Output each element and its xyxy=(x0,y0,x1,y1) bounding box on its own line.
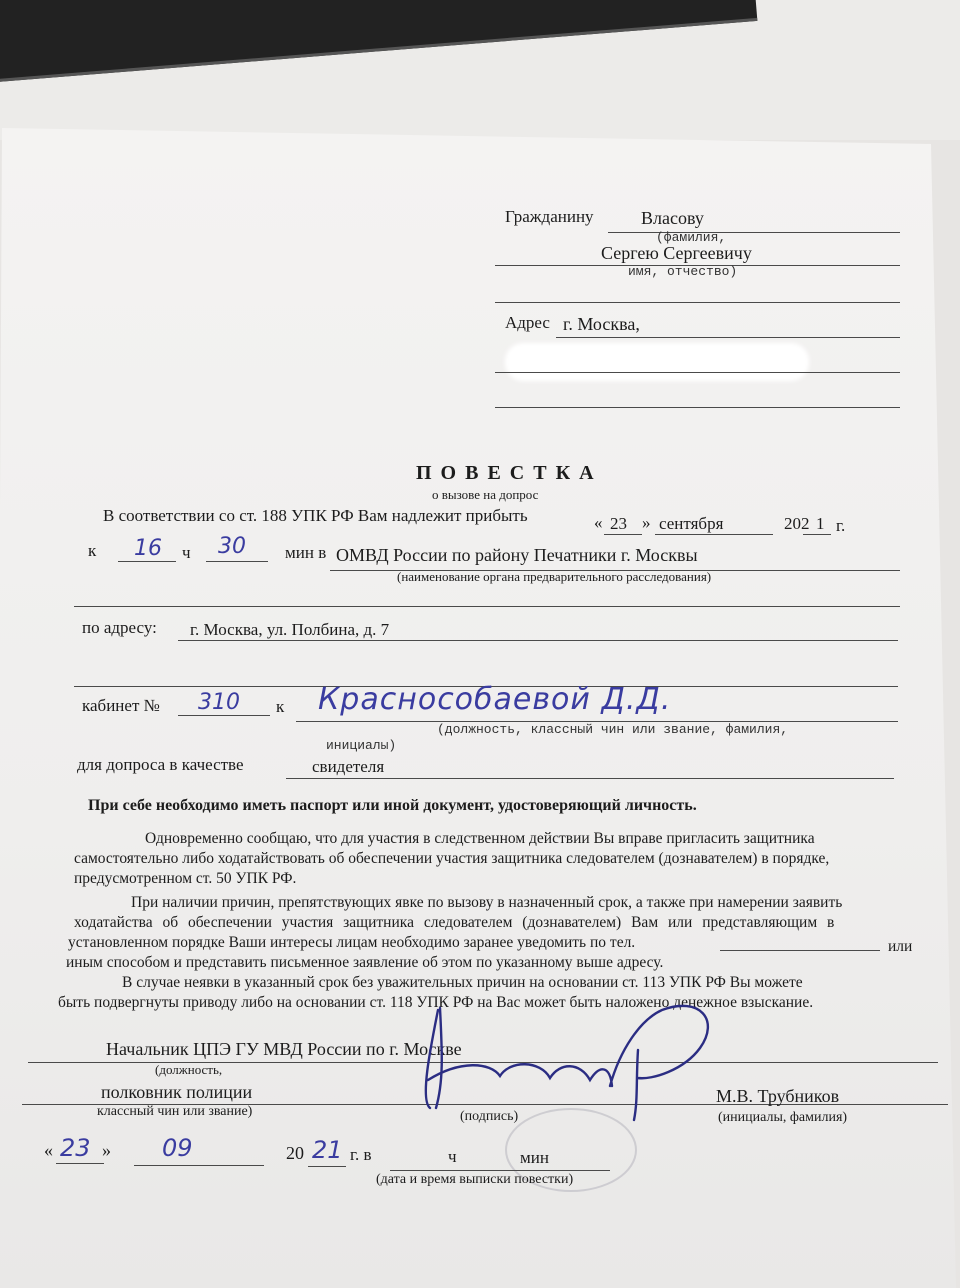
signer-name: М.В. Трубников xyxy=(716,1086,840,1106)
date-year-suffix: 21 xyxy=(312,1136,343,1164)
name-hint: имя, отчество) xyxy=(628,264,738,279)
para2-line3: установленном порядке Ваши интересы лицам необходимо заранее уведомить по тел. xyxy=(68,934,636,951)
addr2-label: по адресу: xyxy=(82,618,157,637)
address-line-3 xyxy=(495,407,900,408)
day-quote-open: « xyxy=(594,513,603,532)
date-month-line xyxy=(134,1165,264,1166)
summons-intro: В соответствии со ст. 188 УПК РФ Вам надлежит прибыть xyxy=(103,506,528,525)
day-line xyxy=(604,534,642,535)
hour-label: ч xyxy=(182,543,191,562)
date-day-line xyxy=(56,1163,104,1164)
blank-line-1 xyxy=(495,302,900,303)
role-line xyxy=(286,778,894,779)
para3-line2: быть подвергнуты приводу либо на основании ст. 118 УПК РФ на Вас может быть наложено денежное взыскание. xyxy=(58,994,814,1011)
document-title: П О В Е С Т К А xyxy=(416,462,596,484)
date-day: 23 xyxy=(60,1134,91,1162)
date-hint: (дата и время выписки повестки) xyxy=(376,1172,574,1187)
to-label: Гражданину xyxy=(505,207,594,226)
para1-line1: Одновременно сообщаю, что для участия в следственном действии Вы вправе пригласить защитника xyxy=(145,830,815,847)
date-g-v: г. в xyxy=(350,1145,372,1164)
year-g: г. xyxy=(836,516,846,535)
month-value: сентября xyxy=(659,514,724,533)
para2-line1: При наличии причин, препятствующих явке по вызову в назначенный срок, а также при намерении заявить xyxy=(131,894,843,911)
cabinet-value: 310 xyxy=(198,690,240,715)
officer-hint-2: инициалы) xyxy=(326,738,397,753)
year-suffix: 1 xyxy=(816,514,825,533)
date-month: 09 xyxy=(162,1134,193,1162)
phone-line xyxy=(720,950,880,951)
surname-value: Власову xyxy=(641,208,704,228)
surname-line xyxy=(608,232,900,233)
date-year-line xyxy=(308,1166,346,1167)
cabinet-line xyxy=(178,715,270,716)
address-label: Адрес xyxy=(505,313,550,332)
day-quote-close: » xyxy=(642,513,651,532)
minute-line xyxy=(206,561,268,562)
id-notice: При себе необходимо иметь паспорт или иной документ, удостоверяющий личность. xyxy=(88,797,697,814)
day-value: 23 xyxy=(610,514,627,533)
minute-label: мин в xyxy=(285,543,327,562)
hour-value: 16 xyxy=(134,536,162,561)
date-time-line xyxy=(390,1170,610,1171)
cabinet-k: к xyxy=(276,697,285,716)
organ-value: ОМВД России по району Печатники г. Москвы xyxy=(336,545,698,565)
document-subtitle: о вызове на допрос xyxy=(432,487,539,502)
address-line-2 xyxy=(495,372,900,373)
redacted-area xyxy=(505,343,809,381)
date-quote-close: » xyxy=(102,1140,111,1160)
officer-hint-1: (должность, классный чин или звание, фамилия, xyxy=(437,722,789,737)
officer-name: Краснособаевой Д.Д. xyxy=(318,682,672,717)
date-quote-open: « xyxy=(44,1140,53,1160)
position-hint: (должность, xyxy=(155,1062,223,1077)
signature-hint: (подпись) xyxy=(460,1109,519,1124)
para2-line2: ходатайства об обеспечении участия защитника следователем (дознавателем) Вам или представляющим в xyxy=(74,914,835,931)
role-label: для допроса в качестве xyxy=(77,755,244,774)
date-hour-label: ч xyxy=(448,1147,457,1166)
address-line xyxy=(556,337,900,338)
para2-line4: иным способом и представить письменное заявление об этом по указанному выше адресу. xyxy=(66,954,664,971)
year-line xyxy=(803,534,831,535)
role-value: свидетеля xyxy=(312,757,385,776)
para1-line2: самостоятельно либо ходатайствовать об обеспечении участия защитника следователем (дознавателем) в порядке, xyxy=(74,850,830,867)
organ-hint: (наименование органа предварительного расследования) xyxy=(397,569,712,584)
para3-line1: В случае неявки в указанный срок без уважительных причин на основании ст. 113 УПК РФ Вы можете xyxy=(122,974,803,991)
organ-line-2 xyxy=(74,606,900,607)
surname-hint: (фамилия, xyxy=(656,230,727,245)
name-value: Сергею Сергеевичу xyxy=(601,243,752,263)
year-prefix: 202 xyxy=(784,514,810,533)
address-value: г. Москва, xyxy=(563,314,640,334)
hour-line xyxy=(118,561,176,562)
addr2-value: г. Москва, ул. Полбина, д. 7 xyxy=(190,620,390,639)
signer-hint: (инициалы, фамилия) xyxy=(718,1110,848,1125)
k-label: к xyxy=(88,541,97,560)
date-min-label: мин xyxy=(520,1148,549,1167)
para2-or: или xyxy=(888,938,913,955)
rank-value: полковник полиции xyxy=(101,1082,253,1102)
rank-hint: классный чин или звание) xyxy=(97,1104,253,1119)
date-year-prefix: 20 xyxy=(286,1143,304,1163)
addr2-line xyxy=(178,640,898,641)
cabinet-label: кабинет № xyxy=(82,696,160,715)
signature-image xyxy=(400,990,740,1130)
month-line xyxy=(655,534,773,535)
para1-line3: предусмотренном ст. 50 УПК РФ. xyxy=(74,870,297,887)
minute-value: 30 xyxy=(218,534,246,559)
position-value: Начальник ЦПЭ ГУ МВД России по г. Москве xyxy=(106,1039,462,1059)
